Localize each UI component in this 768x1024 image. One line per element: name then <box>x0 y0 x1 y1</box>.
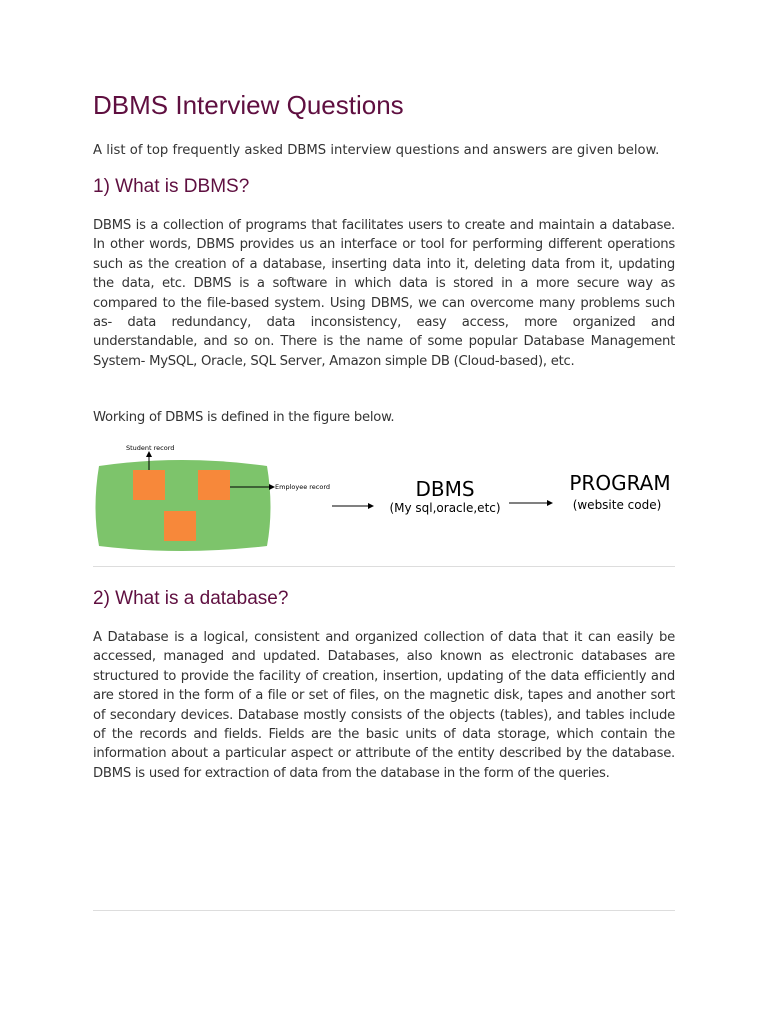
section-1-heading: 1) What is DBMS? <box>93 176 250 197</box>
section-2-heading: 2) What is a database? <box>93 588 289 609</box>
section-1-body: DBMS is a collection of programs that facilitates users to create and maintain a database. In other words, DBMS provides us an interface or tool for performing different operations such as the creation of a database, inserting data into it, deleting data from it, updating the data, etc. DBMS is a software in which data is stored in a more secure way as compared to the file-based system. Using DBMS, we can overcome many problems such as- data redundancy, data inconsistency, easy access, more organized and understandable, and so on. There is the name of some popular Database Management System- MySQL, Oracle, SQL Server, Amazon simple DB (Cloud-based), etc. <box>93 218 675 369</box>
student-record-label: Student record <box>126 444 175 452</box>
dbms-working-figure <box>93 438 675 558</box>
intro-paragraph: A list of top frequently asked DBMS interview questions and answers are given below. <box>93 143 660 158</box>
student-record-box <box>133 470 165 500</box>
section-divider <box>93 566 675 567</box>
record-box <box>164 511 196 541</box>
section-2-body: A Database is a logical, consistent and organized collection of data that it can easily be accessed, managed and updated. Databases, also known as electronic databases are structured to provide the facility of creation, insertion, updating of the data efficiently and are stored in the form of a file or set of files, on the magnetic disk, tapes and another sort of secondary devices. Database mostly consists of the objects (tables), and tables include of the records and fields. Fields are the basic units of data storage, which contain the information about a particular aspect or attribute of the entity described by the database. DBMS is used for extraction of data from the database in the form of the queries. <box>93 630 675 781</box>
program-label: PROGRAM <box>569 471 671 495</box>
program-sublabel: (website code) <box>572 498 662 512</box>
figure-caption: Working of DBMS is defined in the figure below. <box>93 410 395 425</box>
page-title: DBMS Interview Questions <box>93 90 404 120</box>
dbms-label: DBMS <box>415 477 475 501</box>
dbms-sublabel: (My sql,oracle,etc) <box>389 501 501 515</box>
section-divider-bottom <box>93 910 675 911</box>
employee-record-label: Employee record <box>275 483 331 491</box>
employee-record-box <box>198 470 230 500</box>
arrow-to-program-head <box>547 500 553 506</box>
arrow-to-dbms-head <box>368 503 374 509</box>
